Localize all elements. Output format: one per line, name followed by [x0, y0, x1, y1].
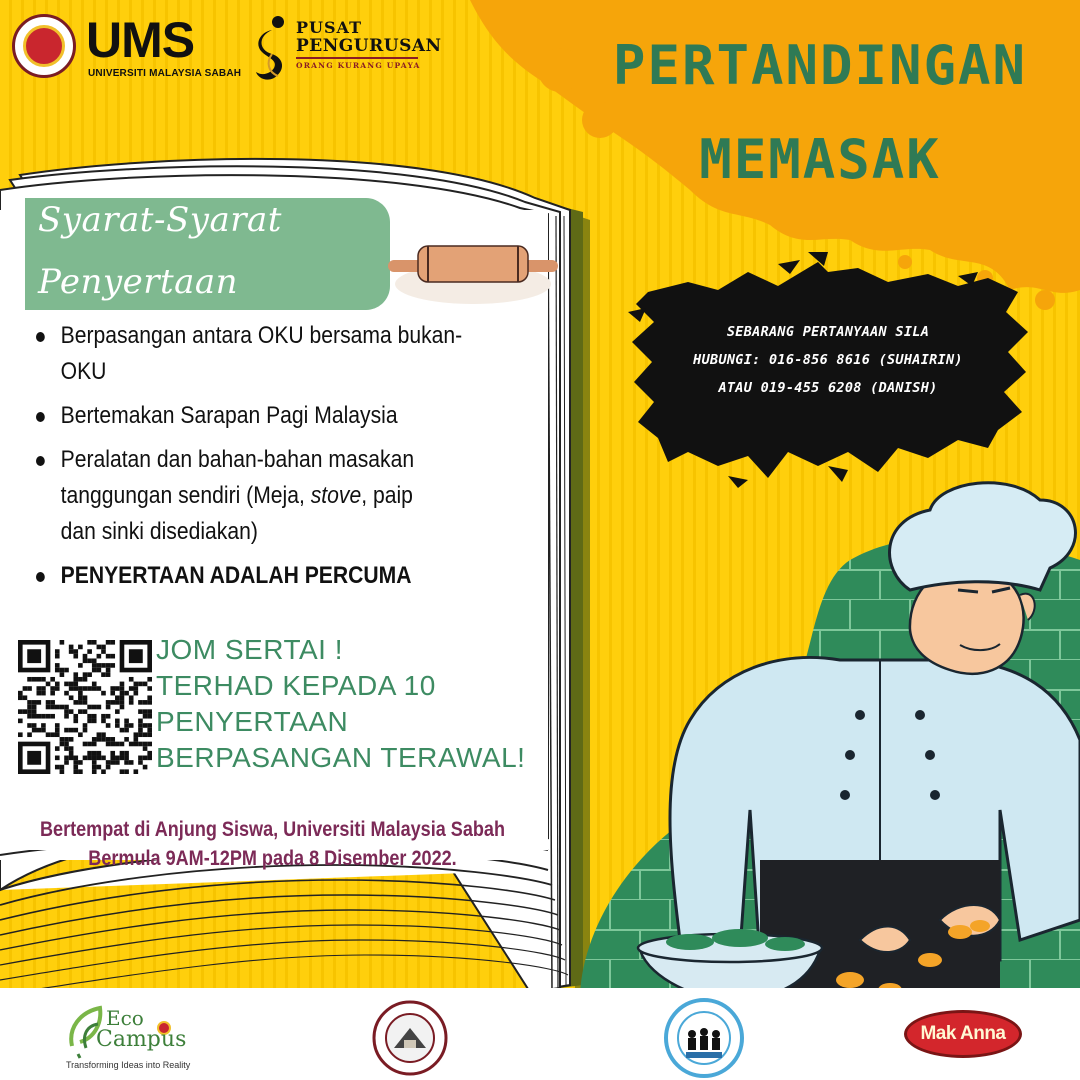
buddies-club-logo-icon — [664, 998, 744, 1078]
club-seal-logo-icon — [370, 998, 450, 1078]
registration-qr-code[interactable] — [18, 640, 152, 774]
ppo-line3: ORANG KURANG UPAYA — [296, 61, 421, 70]
ppo-logo-icon — [252, 14, 296, 84]
join-line: JOM SERTAI ! — [156, 634, 343, 665]
title-line1: PERTANDINGAN — [612, 34, 1028, 97]
requirement-text: Berpasangan antara OKU bersama bukan- — [60, 322, 463, 349]
requirement-text: PENYERTAAN ADALAH PERCUMA — [60, 562, 412, 589]
venue-time-line: Bermula 9AM-12PM pada 8 Disember 2022. — [88, 847, 457, 870]
ums-subtitle: UNIVERSITI MALAYSIA SABAH — [88, 68, 242, 79]
ppo-line1: PUSAT — [296, 18, 362, 37]
requirement-item — [36, 442, 564, 550]
requirements-heading-line1: Syarat-Syarat — [38, 200, 282, 240]
join-line: TERHAD KEPADA 10 — [156, 670, 436, 701]
join-line: BERPASANGAN TERAWAL! — [156, 742, 526, 773]
requirement-text: , paip — [361, 482, 413, 509]
requirement-item — [36, 318, 564, 390]
requirements-list — [36, 318, 536, 602]
join-callout — [156, 632, 525, 776]
mak-anna-text: Mak Anna — [920, 1023, 1006, 1044]
requirement-text: tanggungan sendiri (Meja, — [60, 482, 311, 509]
join-line: PENYERTAAN — [156, 706, 349, 737]
contact-phone-line[interactable]: HUBUNGI: 016-856 8616 (SUHAIRIN) — [693, 352, 963, 368]
requirement-text-emphasis: stove — [310, 482, 362, 509]
venue-line: Bertempat di Anjung Siswa, Universiti Malaysia Sabah — [39, 818, 506, 841]
contact-line: SEBARANG PERTANYAAN SILA — [726, 324, 930, 340]
eco-campus-tagline: Transforming Ideas into Reality — [66, 1060, 191, 1070]
venue-details — [0, 815, 545, 873]
ums-seal-icon — [12, 14, 76, 78]
ums-logo-text: UMS — [86, 12, 195, 68]
requirement-item — [36, 398, 564, 434]
requirements-heading-line2: Penyertaan — [38, 262, 239, 302]
ppo-line2: PENGURUSAN — [296, 36, 442, 56]
contact-phone-line[interactable]: ATAU 019-455 6208 (DANISH) — [718, 380, 938, 396]
requirement-text: OKU — [60, 358, 107, 385]
rolling-pin-icon — [388, 236, 558, 306]
requirement-text: dan sinki disediakan) — [60, 518, 258, 545]
contact-info — [688, 318, 968, 402]
requirement-text: Bertemakan Sarapan Pagi Malaysia — [60, 402, 398, 429]
requirement-item — [36, 558, 564, 594]
chef-illustration — [580, 480, 1080, 1000]
requirement-text: Peralatan dan bahan-bahan masakan — [60, 446, 415, 473]
eco-campus-line1: Eco — [106, 1006, 144, 1030]
ppo-divider — [296, 57, 418, 59]
eco-campus-line2: Campus — [96, 1027, 187, 1052]
title-line2: MEMASAK — [699, 128, 941, 191]
mak-anna-logo — [904, 1010, 1022, 1058]
